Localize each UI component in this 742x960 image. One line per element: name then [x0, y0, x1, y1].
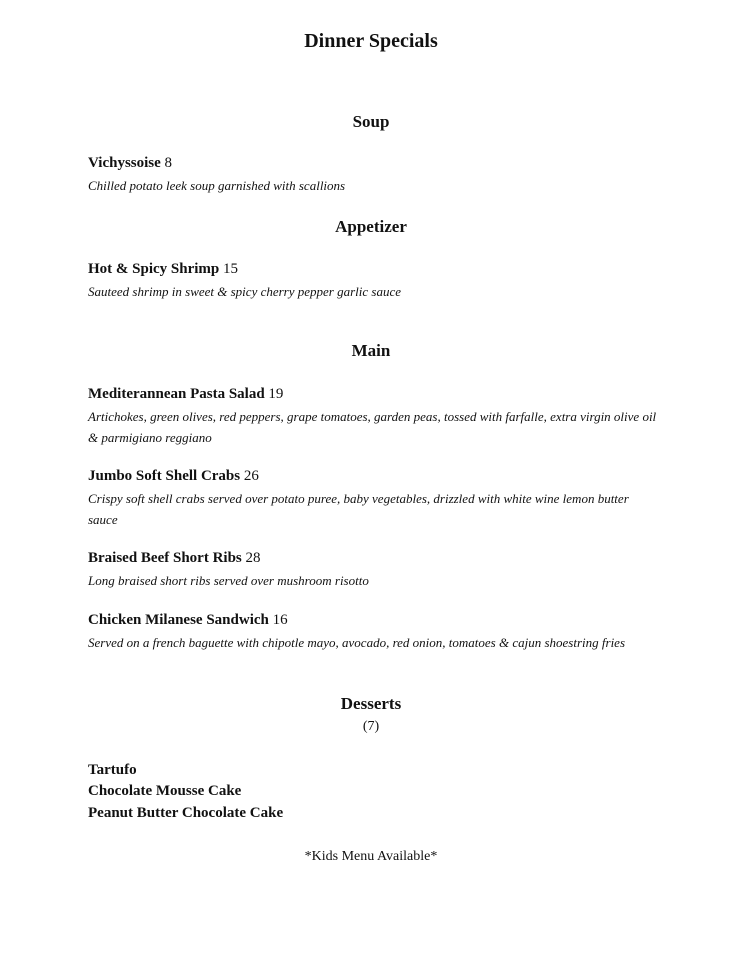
item-name: Vichyssoise: [88, 155, 161, 171]
menu-item-vichyssoise: [88, 155, 658, 172]
item-name: Braised Beef Short Ribs: [88, 550, 242, 566]
item-description: Sauteed shrimp in sweet & spicy cherry pepper garlic sauce: [88, 284, 402, 299]
item-price: 19: [268, 386, 284, 402]
menu-item-soft-shell-crabs: [88, 468, 658, 485]
item-name: Hot & Spicy Shrimp: [88, 261, 220, 277]
item-price: 8: [164, 155, 173, 171]
item-name: Jumbo Soft Shell Crabs: [88, 468, 241, 484]
menu-item-milanese-sandwich: [88, 612, 658, 629]
item-price: 16: [272, 612, 288, 628]
item-price: 15: [223, 261, 239, 277]
menu-item-hot-spicy-shrimp: [88, 261, 658, 278]
item-description: Chilled potato leek soup garnished with scallions: [88, 178, 346, 193]
section-heading-main: Main: [351, 341, 391, 360]
item-name: Chicken Milanese Sandwich: [88, 612, 269, 628]
item-name: Mediterannean Pasta Salad: [88, 386, 265, 402]
item-description: Long braised short ribs served over mushroom risotto: [88, 573, 369, 588]
section-heading-soup: Soup: [352, 112, 390, 131]
dessert-item-mousse-cake: Chocolate Mousse Cake: [88, 783, 242, 799]
dessert-item-tartufo: Tartufo: [88, 762, 137, 778]
kids-menu-note: *Kids Menu Available*: [304, 849, 438, 864]
item-description: Served on a french baguette with chipotle mayo, avocado, red onion, tomatoes & cajun shoestring fries: [88, 635, 626, 650]
page-title: Dinner Specials: [304, 30, 438, 52]
item-description: Crispy soft shell crabs served over potato puree, baby vegetables, drizzled with white wine lemon butter sauce: [88, 491, 629, 527]
section-heading-desserts: Desserts: [340, 694, 402, 713]
item-price: 26: [243, 468, 259, 484]
dessert-item-pb-chocolate-cake: Peanut Butter Chocolate Cake: [88, 805, 284, 821]
menu-item-pasta-salad: [88, 386, 658, 403]
item-description: Artichokes, green olives, red peppers, grape tomatoes, garden peas, tossed with farfalle, extra virgin olive oil & parmigiano reggiano: [88, 409, 657, 445]
item-price: 28: [245, 550, 261, 566]
desserts-price-note: (7): [362, 719, 380, 734]
section-heading-appetizer: Appetizer: [335, 217, 407, 236]
menu-item-short-ribs: [88, 550, 658, 567]
